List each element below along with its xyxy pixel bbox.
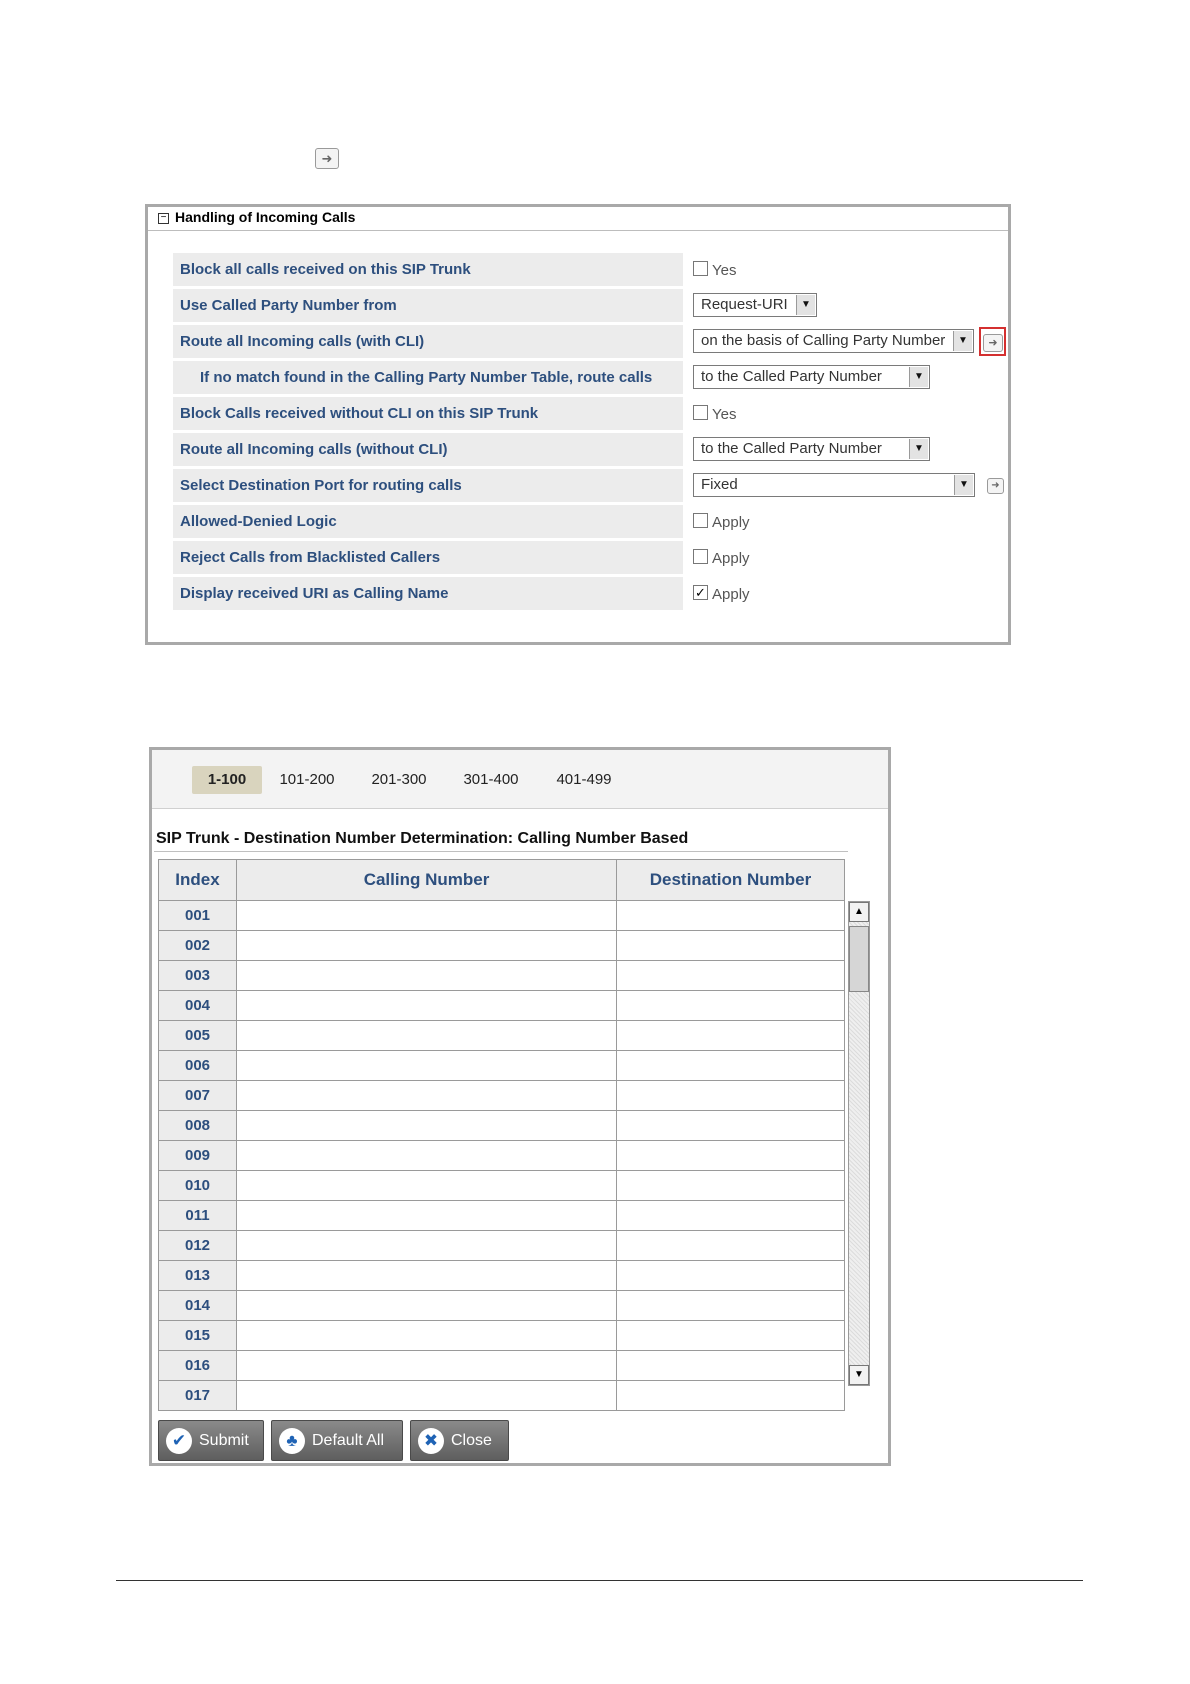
calling-number-cell[interactable] — [237, 1081, 617, 1111]
table-row — [159, 1141, 845, 1171]
row-index: 011 — [159, 1201, 237, 1231]
destination-number-cell[interactable] — [617, 1381, 845, 1411]
tab-201-300[interactable]: 201-300 — [371, 771, 427, 788]
collapse-icon[interactable]: − — [158, 213, 169, 224]
destination-number-table-panel — [149, 747, 891, 1466]
row-block-without-cli — [173, 397, 1008, 430]
checkbox-label: Yes — [712, 406, 737, 423]
row-index: 016 — [159, 1351, 237, 1381]
field-label: Display received URI as Calling Name — [173, 577, 683, 610]
row-index: 013 — [159, 1261, 237, 1291]
row-index: 005 — [159, 1021, 237, 1051]
chevron-down-icon[interactable]: ▼ — [909, 367, 928, 387]
row-route-with-cli — [173, 325, 1008, 358]
calling-number-cell[interactable] — [237, 1141, 617, 1171]
scroll-up-icon[interactable]: ▲ — [849, 902, 869, 922]
checkbox-label: Apply — [712, 514, 750, 531]
calling-number-cell[interactable] — [237, 1381, 617, 1411]
checkmark-icon: ✔ — [166, 1428, 192, 1454]
tab-401-499[interactable]: 401-499 — [556, 771, 612, 788]
column-header-index: Index — [159, 860, 237, 901]
row-display-uri — [173, 577, 1008, 610]
destination-number-cell[interactable] — [617, 991, 845, 1021]
called-party-source-select[interactable] — [693, 293, 817, 317]
row-called-party-number-from — [173, 289, 1008, 322]
button-label: Submit — [199, 1432, 249, 1449]
field-label: Block all calls received on this SIP Trunk — [173, 253, 683, 286]
calling-number-cell[interactable] — [237, 931, 617, 961]
tab-301-400[interactable]: 301-400 — [463, 771, 519, 788]
destination-number-cell[interactable] — [617, 1291, 845, 1321]
button-label: Close — [451, 1432, 492, 1449]
field-label: Route all Incoming calls (with CLI) — [173, 325, 683, 358]
chevron-down-icon[interactable]: ▼ — [796, 295, 815, 315]
tab-1-100[interactable]: 1-100 — [192, 766, 262, 794]
row-destination-port — [173, 469, 1008, 502]
row-index: 003 — [159, 961, 237, 991]
row-index: 001 — [159, 901, 237, 931]
arrow-right-icon: ➜ — [315, 148, 339, 169]
table-row — [159, 1321, 845, 1351]
calling-number-cell[interactable] — [237, 991, 617, 1021]
row-allowed-denied — [173, 505, 1008, 538]
arrow-right-icon[interactable]: ➜ — [983, 334, 1003, 352]
select-value: Request-URI — [701, 296, 788, 313]
destination-number-cell[interactable] — [617, 1171, 845, 1201]
block-without-cli-checkbox[interactable] — [693, 405, 708, 420]
destination-number-cell[interactable] — [617, 931, 845, 961]
table-scrollbar[interactable] — [848, 901, 870, 1386]
close-button[interactable] — [410, 1420, 509, 1461]
field-label: Allowed-Denied Logic — [173, 505, 683, 538]
table-row — [159, 1111, 845, 1141]
table-row — [159, 1051, 845, 1081]
table-header-row — [159, 860, 845, 901]
table-row — [159, 1081, 845, 1111]
calling-number-cell[interactable] — [237, 1291, 617, 1321]
destination-number-cell[interactable] — [617, 1111, 845, 1141]
destination-number-cell[interactable] — [617, 961, 845, 991]
row-index: 006 — [159, 1051, 237, 1081]
field-label: Select Destination Port for routing calls — [173, 469, 683, 502]
no-match-route-select[interactable] — [693, 365, 930, 389]
field-label: Block Calls received without CLI on this SIP Trunk — [173, 397, 683, 430]
panel-header — [148, 207, 1008, 231]
calling-number-table — [158, 859, 845, 1411]
column-header-calling-number: Calling Number — [237, 860, 617, 901]
calling-number-cell[interactable] — [237, 1261, 617, 1291]
handling-incoming-calls-panel — [145, 204, 1011, 645]
calling-number-cell[interactable] — [237, 1351, 617, 1381]
table-row — [159, 1291, 845, 1321]
destination-number-cell[interactable] — [617, 1201, 845, 1231]
row-index: 007 — [159, 1081, 237, 1111]
calling-number-cell[interactable] — [237, 1231, 617, 1261]
table-row — [159, 901, 845, 931]
select-value: to the Called Party Number — [701, 440, 882, 457]
calling-number-cell[interactable] — [237, 1321, 617, 1351]
destination-number-cell[interactable] — [617, 1051, 845, 1081]
button-label: Default All — [312, 1432, 385, 1449]
table-row — [159, 1171, 845, 1201]
allowed-denied-checkbox[interactable] — [693, 513, 708, 528]
arrow-right-icon[interactable]: ➜ — [987, 478, 1004, 494]
checkbox-label: Yes — [712, 262, 737, 279]
table-row — [159, 1351, 845, 1381]
calling-number-cell[interactable] — [237, 1051, 617, 1081]
destination-number-cell[interactable] — [617, 1141, 845, 1171]
route-with-cli-select[interactable] — [693, 329, 974, 353]
checkbox-label: Apply — [712, 586, 750, 603]
row-index: 012 — [159, 1231, 237, 1261]
checkbox-label: Apply — [712, 550, 750, 567]
chevron-down-icon[interactable]: ▼ — [909, 439, 928, 459]
field-label: Reject Calls from Blacklisted Callers — [173, 541, 683, 574]
reject-blacklisted-checkbox[interactable] — [693, 549, 708, 564]
field-label: Use Called Party Number from — [173, 289, 683, 322]
destination-port-select[interactable] — [693, 473, 975, 497]
chevron-down-icon[interactable]: ▼ — [954, 475, 973, 495]
panel-title: Handling of Incoming Calls — [175, 209, 356, 225]
table-row — [159, 931, 845, 961]
scroll-thumb[interactable] — [849, 926, 869, 992]
calling-number-cell[interactable] — [237, 901, 617, 931]
row-index: 015 — [159, 1321, 237, 1351]
route-without-cli-select[interactable] — [693, 437, 930, 461]
table-row — [159, 1201, 845, 1231]
calling-number-cell[interactable] — [237, 1111, 617, 1141]
default-all-button[interactable] — [271, 1420, 403, 1461]
calling-number-cell[interactable] — [237, 1171, 617, 1201]
range-tab-bar — [152, 750, 888, 809]
row-route-without-cli — [173, 433, 1008, 466]
select-value: to the Called Party Number — [701, 368, 882, 385]
table-body — [159, 901, 845, 1411]
row-index: 014 — [159, 1291, 237, 1321]
row-reject-blacklisted — [173, 541, 1008, 574]
row-no-match-route — [173, 361, 1008, 394]
row-index: 010 — [159, 1171, 237, 1201]
table-row — [159, 1231, 845, 1261]
close-icon: ✖ — [418, 1428, 444, 1454]
column-header-destination-number: Destination Number — [617, 860, 845, 901]
title-divider — [154, 851, 848, 852]
calling-number-cell[interactable] — [237, 1201, 617, 1231]
table-row — [159, 991, 845, 1021]
destination-number-cell[interactable] — [617, 1261, 845, 1291]
table-row — [159, 1261, 845, 1291]
destination-number-cell[interactable] — [617, 901, 845, 931]
row-block-all-calls — [173, 253, 1008, 286]
chevron-down-icon[interactable]: ▼ — [953, 331, 972, 351]
row-index: 004 — [159, 991, 237, 1021]
display-uri-checkbox[interactable]: ✓ — [693, 585, 708, 600]
calling-number-cell[interactable] — [237, 1021, 617, 1051]
destination-number-cell[interactable] — [617, 1021, 845, 1051]
tab-101-200[interactable]: 101-200 — [279, 771, 335, 788]
table-row — [159, 1021, 845, 1051]
field-label: If no match found in the Calling Party Number Table, route calls — [173, 361, 683, 394]
row-index: 017 — [159, 1381, 237, 1411]
submit-button[interactable] — [158, 1420, 264, 1461]
table-row — [159, 1381, 845, 1411]
row-index: 009 — [159, 1141, 237, 1171]
block-all-calls-checkbox[interactable] — [693, 261, 708, 276]
page-footer-rule — [116, 1580, 1083, 1581]
destination-number-cell[interactable] — [617, 1231, 845, 1261]
table-title: SIP Trunk - Destination Number Determination: Calling Number Based — [156, 830, 689, 847]
destination-number-cell[interactable] — [617, 1351, 845, 1381]
select-value: Fixed — [701, 476, 738, 493]
row-index: 002 — [159, 931, 237, 961]
destination-number-cell[interactable] — [617, 1321, 845, 1351]
destination-number-cell[interactable] — [617, 1081, 845, 1111]
defaults-icon: ♣ — [279, 1428, 305, 1454]
row-index: 008 — [159, 1111, 237, 1141]
select-value: on the basis of Calling Party Number — [701, 332, 946, 349]
calling-number-grid — [158, 859, 848, 1404]
table-row — [159, 961, 845, 991]
scroll-down-icon[interactable]: ▼ — [849, 1365, 869, 1385]
field-label: Route all Incoming calls (without CLI) — [173, 433, 683, 466]
calling-number-cell[interactable] — [237, 961, 617, 991]
